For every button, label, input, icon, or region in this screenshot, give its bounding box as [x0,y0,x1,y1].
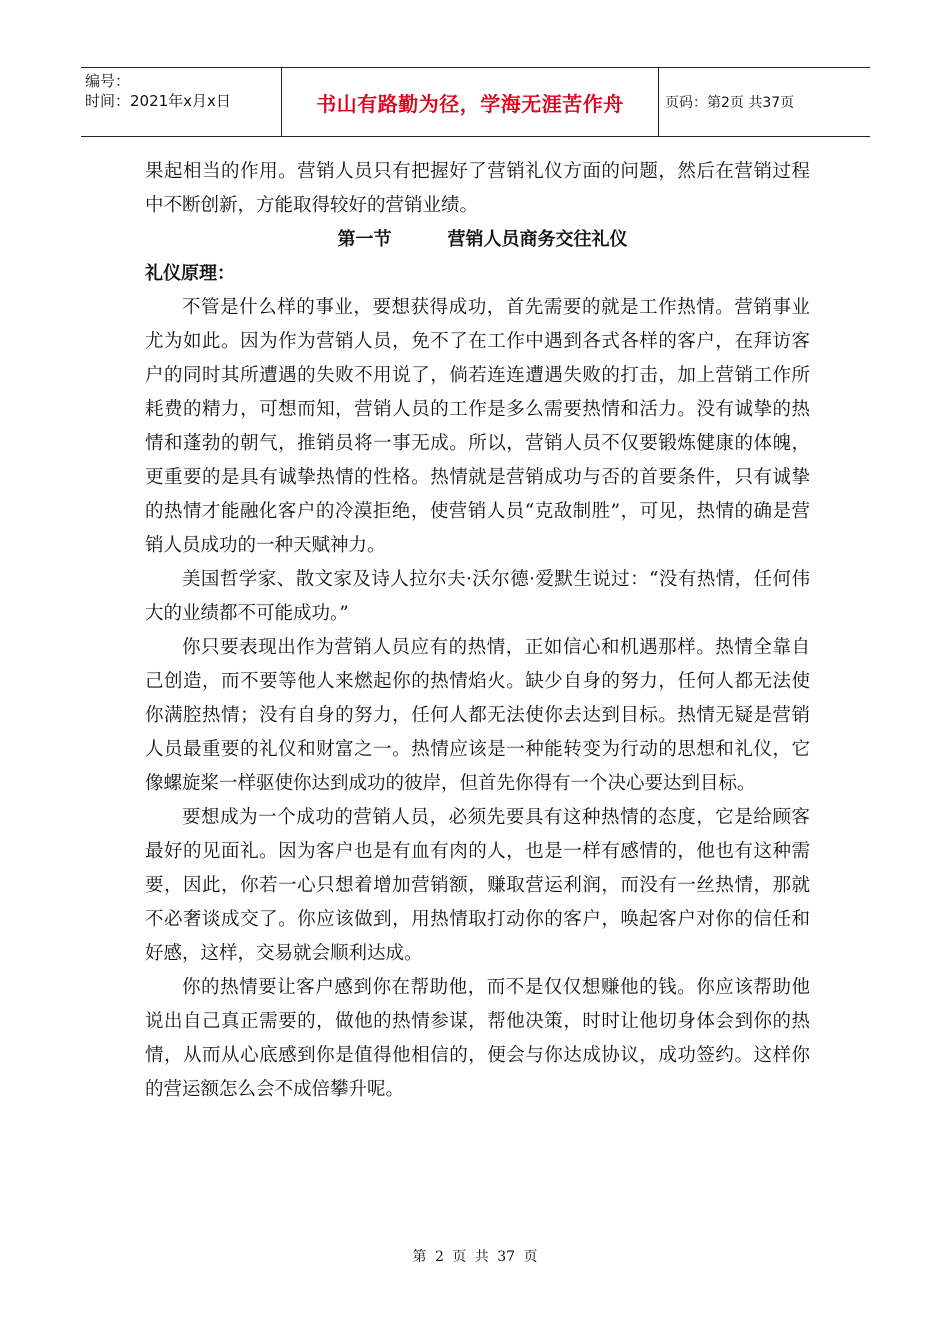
document-body [145,155,810,1107]
paragraph: 美国哲学家、散文家及诗人拉尔夫·沃尔德·爱默生说过：“没有热情，任何伟大的业绩都不可能成功。” [145,569,810,624]
header-motto-cell [282,68,659,136]
paragraph: 你只要表现出作为营销人员应有的热情，正如信心和机遇那样。热情全靠自己创造，而不要等他人来燃起你的热情焰火。缺少自身的努力，任何人都无法使你满腔热情；没有自身的努力，任何人都无法使你去达到目标。热情无疑是营销人员最重要的礼仪和财富之一。热情应该是一种能转变为行动的思想和礼仪，它像螺旋桨一样驱使你达到成功的彼岸，但首先你得有一个决心要达到目标。 [145,637,810,794]
paragraph: 要想成为一个成功的营销人员，必须先要具有这种热情的态度，它是给顾客最好的见面礼。因为客户也是有血有肉的人，也是一样有感情的，他也有这种需要，因此，你若一心只想着增加营销额，赚取营运利润，而没有一丝热情，那就不必奢谈成交了。你应该做到，用热情取打动你的客户，唤起客户对你的信任和好感，这样，交易就会顺利达成。 [145,807,810,964]
motto-text: 书山有路勤为径，学海无涯苦作舟 [316,91,624,116]
paragraph: 不管是什么样的事业，要想获得成功，首先需要的就是工作热情。营销事业尤为如此。因为作为营销人员，免不了在工作中遇到各式各样的客户，在拜访客户的同时其所遭遇的失败不用说了，倘若连连遭遇失败的打击，加上营销工作所耗费的精力，可想而知，营销人员的工作是多么需要热情和活力。没有诚挚的热情和蓬勃的朝气，推销员将一事无成。所以，营销人员不仅要锻炼健康的体魄，更重要的是具有诚挚热情的性格。热情就是营销成功与否的首要条件，只有诚挚的热情才能融化客户的冷漠拒绝，使营销人员“克敌制胜”，可见，热情的确是营销人员成功的一种天赋神力。 [145,297,810,556]
number-label: 编号： [85,72,131,90]
date-label: 时间：2021年x月x日 [85,92,231,110]
header-meta [81,68,282,136]
paragraph: 你的热情要让客户感到你在帮助他，而不是仅仅想赚他的钱。你应该帮助他说出自己真正需要的，做他的热情参谋，帮他决策，时时让他切身体会到你的热情，从而从心底感到你是值得他相信的，便会与你达成协议，成功签约。这样你的营运额怎么会不成倍攀升呢。 [145,977,810,1100]
paragraph-continued: 果起相当的作用。营销人员只有把握好了营销礼仪方面的问题，然后在营销过程中不断创新，方能取得较好的营销业绩。 [145,161,810,216]
subheading: 礼仪原理： [145,263,235,284]
page-info-text: 页码：第2页 共37页 [665,95,795,111]
page-footer: 第 2 页 共 37 页 [412,1249,538,1265]
section-heading [145,223,810,257]
header-page-info [659,68,870,136]
document-header [81,67,870,137]
section-title: 营销人员商务交往礼仪 [447,229,628,250]
section-number: 第一节 [337,229,392,250]
